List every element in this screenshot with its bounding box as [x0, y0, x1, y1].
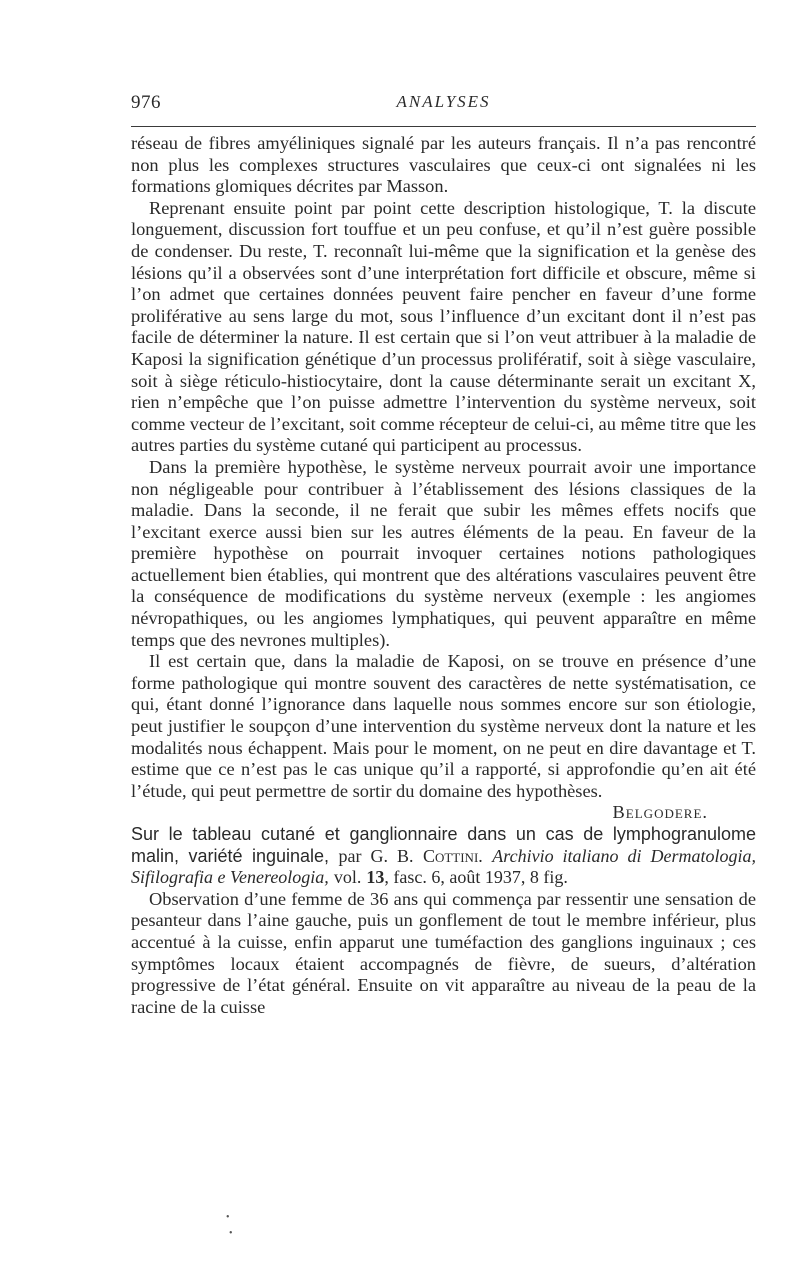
paragraph-3: Dans la première hypothèse, le système nerveux pourrait avoir une importance non négligeable pour contribuer à l’établissement des lésions classiques de la maladie. Dans la seconde, il ne ferait que subir les mêmes effets nocifs que l’excitant exerce aussi bien sur les autres éléments de la peau. En faveur de la première hypothèse on pourrait invoquer certaines notions pathologiques actuellement bien établies, qui montrent que des altérations vasculaires peuvent être la conséquence de modifications du système nerveux (exemple : les angiomes névropathiques, ou les angiomes lymphatiques, qui peuvent apparaître en même temps que des nevrones multiples). [131, 456, 756, 650]
article-citation [131, 824, 756, 889]
paragraph-1: réseau de fibres amyéliniques signalé par les auteurs français. Il n’a pas rencontré non plus les complexes structures vasculaires que ceux-ci ont signalées ni les formations glomiques décrites par Masson. [131, 133, 756, 197]
signature-line [131, 802, 756, 824]
article-details: , fasc. 6, août 1937, 8 fig. [384, 867, 568, 888]
reviewer-signature: Belgodere. [612, 802, 708, 823]
article-by: par G. B. [338, 845, 414, 866]
article-vol-label: vol. [333, 867, 362, 888]
speck-mark: • [226, 1212, 230, 1223]
article-journal: Archivio italiano di Dermatologia, Sifilografia e Venereologia, [131, 845, 756, 888]
article-author: Cottini. [422, 845, 483, 866]
page-body [131, 133, 756, 1018]
page-number: 976 [131, 92, 161, 113]
paragraph-2: Reprenant ensuite point par point cette description histologique, T. la discute longuement, discussion fort touffue et un peu confuse, et qu’il n’est guère possible de condenser. Du reste, T. reconnaît lui-même que la signification et la genèse des lésions qu’il a observées sont d’une interprétation fort difficile et obscure, même si l’on admet que certaines données peuvent faire pencher en faveur d’une forme proliférative au sens large du mot, sous l’influence d’un excitant dont il n’est pas facile de déterminer la nature. Il est certain que si l’on veut attribuer à la maladie de Kaposi la signification génétique d’un processus prolifératif, soit à siège vasculaire, soit à siège réticulo-histiocytaire, dont la cause déterminante serait un excitant X, rien n’empêche que l’on puisse admettre l’intervention du système nerveux, soit comme vecteur de l’excitant, soit comme récepteur de celui-ci, au même titre que les autres parties du système cutané qui participent au processus. [131, 197, 756, 456]
page-header [131, 92, 756, 118]
running-title: ANALYSES [396, 92, 491, 111]
article-title: Sur le tableau cutané et ganglionnaire dans un cas de lymphogranulome malin, variété inguinale, [131, 824, 756, 866]
speck-mark: • [229, 1228, 233, 1239]
header-rule [131, 126, 756, 127]
article-text: Observation d’une femme de 36 ans qui commença par ressentir une sensation de pesanteur dans l’aine gauche, puis un gonflement de tout le membre inférieur, plus accentué à la cuisse, enfin apparut une tuméfaction des ganglions inguinaux ; ces symptômes locaux étaient accompagnés de fièvre, de sueurs, d’altération progressive de l’état général. Ensuite on vit apparaître au niveau de la peau de la racine de la cuisse [131, 888, 756, 1017]
paragraph-4: Il est certain que, dans la maladie de Kaposi, on se trouve en présence d’une forme pathologique qui montre souvent des caractères de nette systématisation, ce qui, étant donné l’ignorance dans laquelle nous sommes encore sur son étiologie, peut justifier le soupçon d’une intervention du système nerveux dont la nature et les modalités nous échappent. Mais pour le moment, on ne peut en dire davantage et T. estime que ce n’est pas le cas unique qu’il a rapporté, si approfondie qu’en ait été l’étude, qui peut permettre de sortir du domaine des hypothèses. [131, 651, 756, 801]
article-volume: 13 [366, 867, 385, 888]
